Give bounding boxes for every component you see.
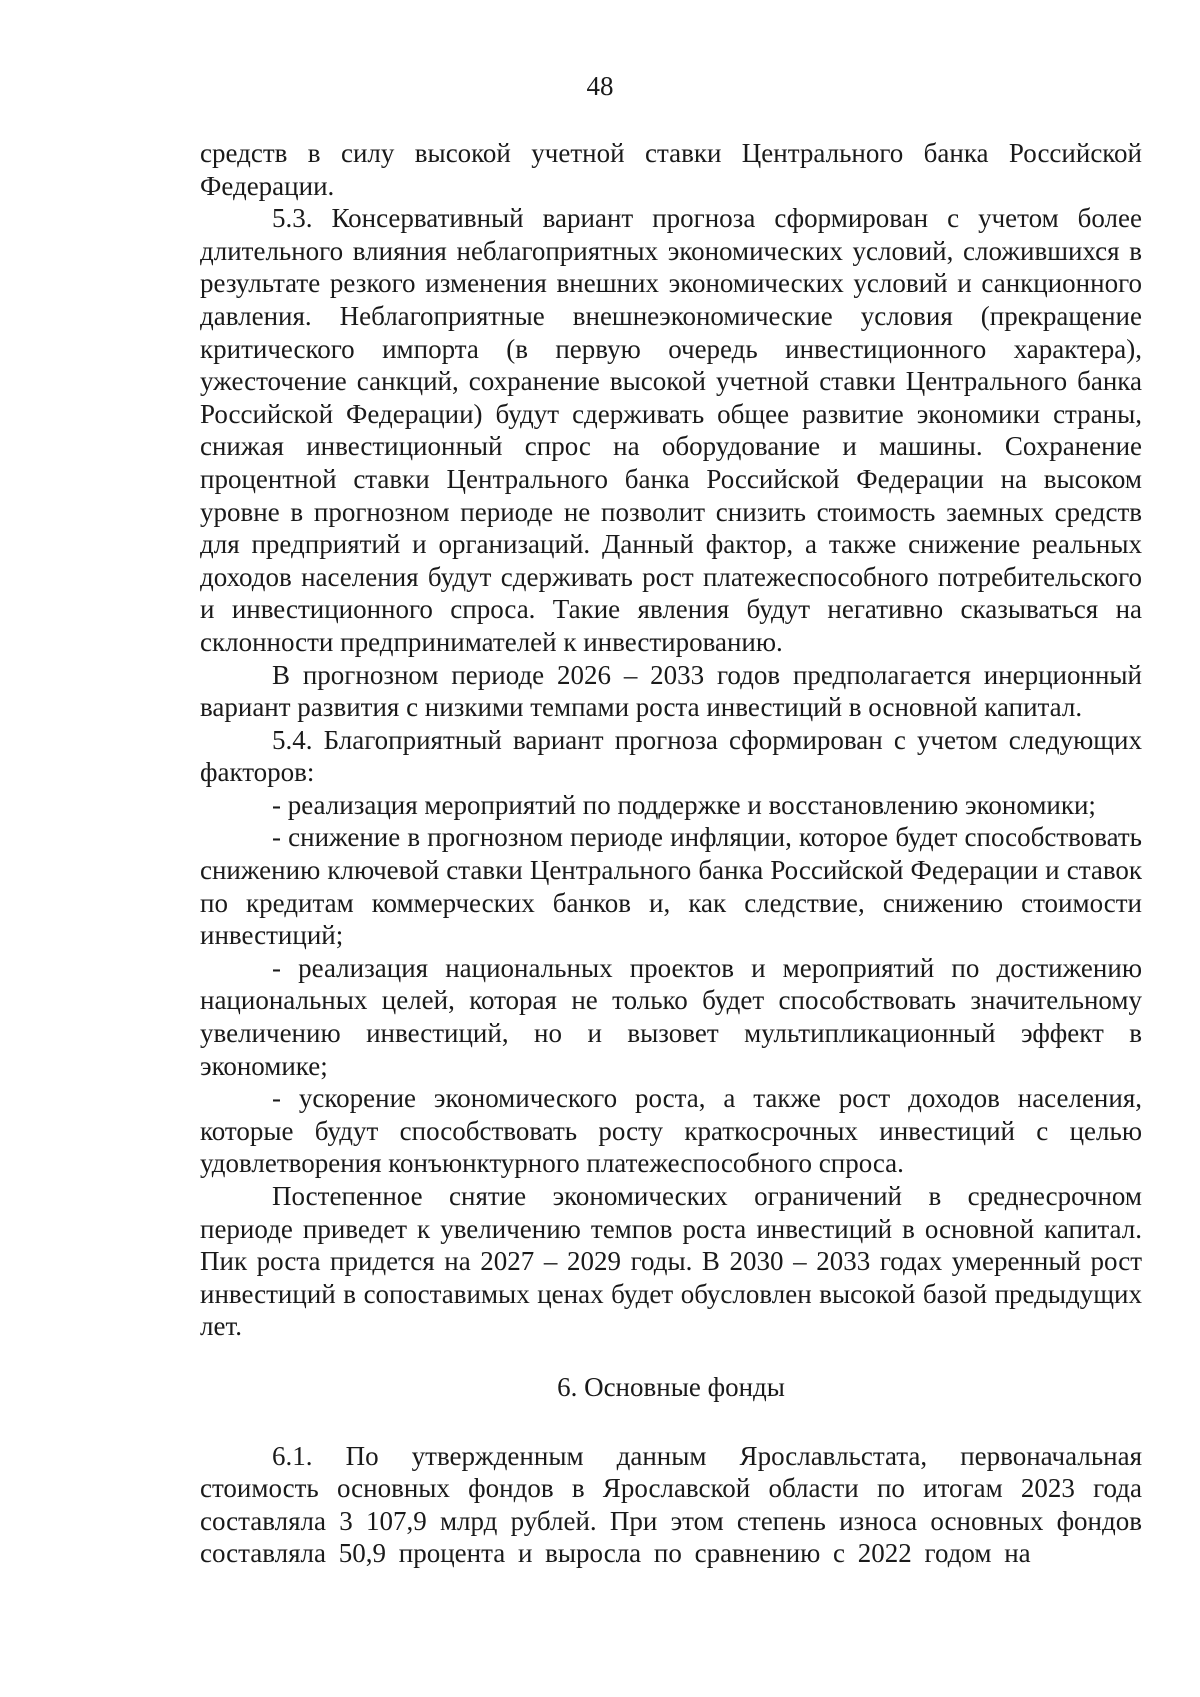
paragraph-forecast-period: В прогнозном периоде 2026 – 2033 годов предполагается инерционный вариант развития с низкими темпами роста инвестиций в основной капитал. <box>200 659 1142 723</box>
paragraph-continuation: средств в силу высокой учетной ставки Центрального банка Российской Федерации. <box>200 138 1142 201</box>
list-item-national-projects: - реализация национальных проектов и мероприятий по достижению национальных целей, которая не только будет способствовать значительному увеличению инвестиций, но и вызовет мультипликационный эффект в экономике; <box>200 952 1142 1081</box>
paragraph-5-4: 5.4. Благоприятный вариант прогноза сформирован с учетом следующих факторов: <box>200 724 1142 788</box>
page-number: 48 <box>586 71 614 101</box>
document-body <box>200 137 1142 1570</box>
list-item-inflation-decline: - снижение в прогнозном периоде инфляции, которое будет способствовать снижению ключевой ставки Центрального банка Российской Федерации и ставок по кредитам коммерческих банков и, как следствие, снижению стоимости инвестиций; <box>200 822 1142 951</box>
paragraph-5-3: 5.3. Консервативный вариант прогноза сформирован с учетом более длительного влияния неблагоприятных экономических условий, сложившихся в результате резкого изменения внешних экономических условий и санкционного давления. Неблагоприятные внешнеэкономические условия (прекращение критического импорта (в первую очередь инвестиционного характера), ужесточение санкций, сохранение высокой учетной ставки Центрального банка Российской Федерации) будут сдерживать общее развитие экономики страны, снижая инвестиционный спрос на оборудование и машины. Сохранение процентной ставки Центрального банка Российской Федерации на высоком уровне в прогнозном периоде не позволит снизить стоимость заемных средств для предприятий и организаций. Данный фактор, а также снижение реальных доходов населения будут сдерживать рост платежеспособного потребительского и инвестиционного спроса. Такие явления будут негативно сказываться на склонности предпринимателей к инвестированию. <box>200 203 1142 657</box>
section-heading: 6. Основные фонды <box>557 1371 785 1402</box>
paragraph-gradual-removal: Постепенное снятие экономических ограничений в среднесрочном периоде приведет к увеличению темпов роста инвестиций в основной капитал. Пик роста придется на 2027 – 2029 годы. В 2030 – 2033 годах умеренный рост инвестиций в сопоставимых ценах будет обусловлен высокой базой предыдущих лет. <box>200 1181 1142 1342</box>
list-item-economic-growth: - ускорение экономического роста, а также рост доходов населения, которые будут способствовать росту краткосрочных инвестиций с целью удовлетворения конъюнктурного платежеспособного спроса. <box>200 1083 1142 1179</box>
list-item-support-measures: - реализация мероприятий по поддержке и восстановлению экономики; <box>272 789 1096 820</box>
paragraph-6-1: 6.1. По утвержденным данным Ярославльстата, первоначальная стоимость основных фондов в Ярославской области по итогам 2023 года составляла 3 107,9 млрд рублей. При этом степень износа основных фондов составляла 50,9 процента и выросла по сравнению с 2022 годом на <box>200 1440 1142 1569</box>
